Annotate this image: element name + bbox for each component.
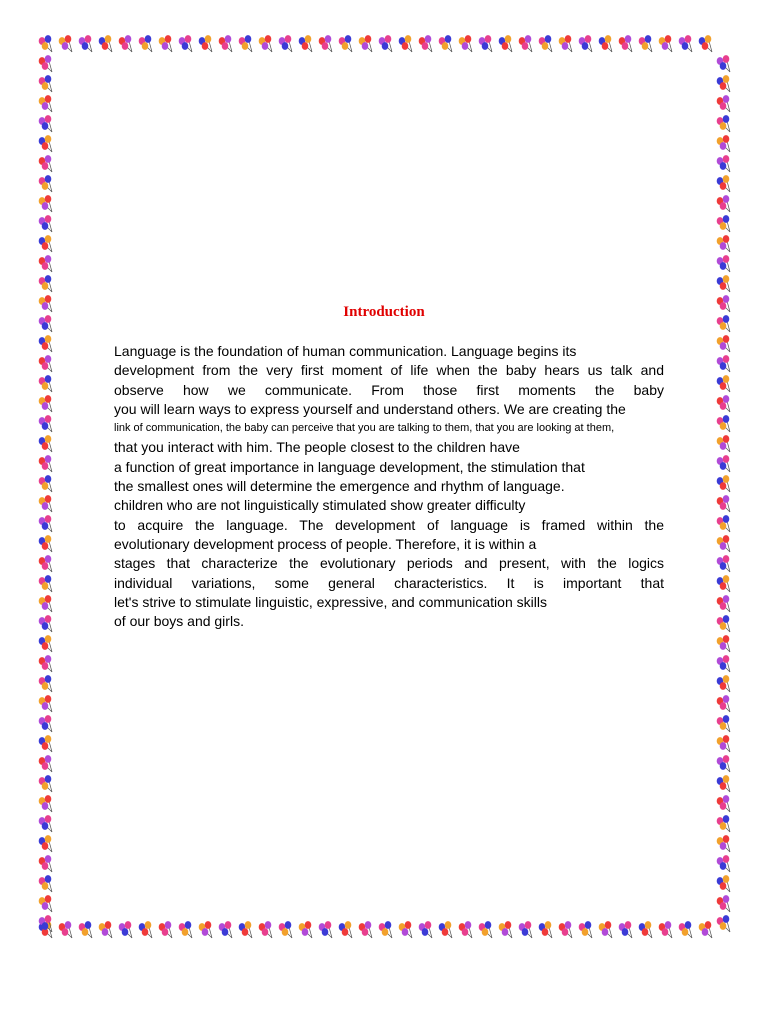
balloon-bunch-icon — [499, 35, 512, 52]
balloon-bunch-icon — [717, 795, 730, 812]
balloon-bunch-icon — [39, 255, 52, 272]
balloon-bunch-icon — [39, 195, 52, 212]
balloon-bunch-icon — [159, 35, 172, 52]
balloon-bunch-icon — [399, 35, 412, 52]
balloon-bunch-icon — [717, 715, 730, 732]
text-line-9: children who are not linguistically stimulated show greater difficulty — [114, 497, 526, 514]
balloon-bunch-icon — [479, 921, 492, 938]
balloon-bunch-icon — [459, 35, 472, 52]
balloon-bunch-icon — [39, 175, 52, 192]
balloon-bunch-icon — [39, 415, 52, 432]
balloon-bunch-icon — [39, 855, 52, 872]
balloon-bunch-icon — [717, 535, 730, 552]
text-line-10: to acquire the language. The development of language is framed within the — [114, 516, 664, 533]
balloon-bunch-icon — [39, 695, 52, 712]
balloon-bunch-icon — [419, 921, 432, 938]
balloon-bunch-icon — [717, 815, 730, 832]
balloon-bunch-icon — [717, 235, 730, 252]
balloon-bunch-icon — [159, 921, 172, 938]
balloon-bunch-icon — [717, 155, 730, 172]
balloon-bunch-icon — [339, 35, 352, 52]
balloon-bunch-icon — [539, 35, 552, 52]
balloon-bunch-icon — [717, 895, 730, 912]
balloon-bunch-icon — [39, 55, 52, 72]
balloon-bunch-icon — [699, 921, 712, 938]
balloon-bunch-icon — [219, 35, 232, 52]
balloon-bunch-icon — [99, 921, 112, 938]
balloon-bunch-icon — [39, 275, 52, 292]
balloon-bunch-icon — [139, 35, 152, 52]
balloon-bunch-icon — [479, 35, 492, 52]
balloon-bunch-icon — [559, 35, 572, 52]
balloon-bunch-icon — [619, 921, 632, 938]
balloon-bunch-icon — [717, 555, 730, 572]
balloon-bunch-icon — [199, 35, 212, 52]
balloon-bunch-icon — [379, 921, 392, 938]
balloon-bunch-icon — [39, 795, 52, 812]
balloon-bunch-icon — [299, 35, 312, 52]
balloon-bunch-icon — [539, 921, 552, 938]
balloon-bunch-icon — [717, 775, 730, 792]
text-line-14: let's strive to stimulate linguistic, expressive, and communication skills — [114, 593, 547, 610]
balloon-bunch-icon — [39, 335, 52, 352]
balloon-bunch-icon — [99, 35, 112, 52]
balloon-bunch-icon — [59, 35, 72, 52]
balloon-bunch-icon — [717, 575, 730, 592]
balloon-bunch-icon — [259, 35, 272, 52]
balloon-bunch-icon — [717, 75, 730, 92]
balloon-bunch-icon — [39, 35, 52, 52]
balloon-bunch-icon — [679, 921, 692, 938]
balloon-bunch-icon — [717, 455, 730, 472]
balloon-bunch-icon — [399, 921, 412, 938]
balloon-bunch-icon — [39, 515, 52, 532]
balloon-bunch-icon — [717, 435, 730, 452]
balloon-bunch-icon — [39, 435, 52, 452]
balloon-bunch-icon — [39, 115, 52, 132]
balloon-bunch-icon — [639, 921, 652, 938]
balloon-bunch-icon — [717, 335, 730, 352]
balloon-bunch-icon — [579, 35, 592, 52]
balloon-bunch-icon — [359, 35, 372, 52]
balloon-bunch-icon — [717, 755, 730, 772]
balloon-bunch-icon — [717, 275, 730, 292]
balloon-bunch-icon — [319, 921, 332, 938]
balloon-bunch-icon — [619, 35, 632, 52]
balloon-bunch-icon — [39, 875, 52, 892]
balloon-bunch-icon — [579, 921, 592, 938]
balloon-bunch-icon — [717, 595, 730, 612]
balloon-bunch-icon — [39, 575, 52, 592]
balloon-bunch-icon — [39, 455, 52, 472]
balloon-bunch-icon — [717, 255, 730, 272]
balloon-bunch-icon — [199, 921, 212, 938]
balloon-bunch-icon — [39, 815, 52, 832]
balloon-bunch-icon — [39, 755, 52, 772]
balloon-bunch-icon — [459, 921, 472, 938]
balloon-bunch-icon — [717, 655, 730, 672]
balloon-bunch-icon — [717, 855, 730, 872]
balloon-bunch-icon — [279, 921, 292, 938]
balloon-bunch-icon — [559, 921, 572, 938]
balloon-bunch-icon — [339, 921, 352, 938]
balloon-bunch-icon — [259, 921, 272, 938]
balloon-bunch-icon — [39, 395, 52, 412]
balloon-bunch-icon — [39, 715, 52, 732]
text-line-15: of our boys and girls. — [114, 613, 244, 630]
balloon-bunch-icon — [39, 495, 52, 512]
text-line-6: that you interact with him. The people closest to the children have — [114, 439, 520, 456]
balloon-bunch-icon — [39, 535, 52, 552]
balloon-bunch-icon — [39, 635, 52, 652]
balloon-bunch-icon — [39, 75, 52, 92]
balloon-bunch-icon — [239, 35, 252, 52]
balloon-bunch-icon — [717, 635, 730, 652]
balloon-bunch-icon — [717, 375, 730, 392]
balloon-bunch-icon — [39, 735, 52, 752]
balloon-bunch-icon — [439, 35, 452, 52]
balloon-bunch-icon — [79, 35, 92, 52]
introduction-paragraph — [114, 342, 664, 631]
balloon-bunch-icon — [699, 35, 712, 52]
text-line-7: a function of great importance in language development, the stimulation that — [114, 458, 585, 475]
balloon-bunch-icon — [39, 215, 52, 232]
balloon-bunch-icon — [39, 775, 52, 792]
balloon-bunch-icon — [39, 235, 52, 252]
balloon-bunch-icon — [717, 175, 730, 192]
balloon-bunch-icon — [599, 921, 612, 938]
text-line-2: development from the very first moment of life when the baby hears us talk and — [114, 362, 664, 379]
balloon-bunch-icon — [39, 375, 52, 392]
text-line-5: link of communication, the baby can perceive that you are talking to them, that you are looking at them, — [114, 422, 615, 435]
balloon-bunch-icon — [519, 921, 532, 938]
balloon-bunch-icon — [119, 921, 132, 938]
balloon-bunch-icon — [379, 35, 392, 52]
balloon-bunch-icon — [717, 915, 730, 932]
balloon-bunch-icon — [419, 35, 432, 52]
balloon-bunch-icon — [179, 921, 192, 938]
balloon-bunch-icon — [717, 615, 730, 632]
balloon-bunch-icon — [717, 195, 730, 212]
page-title: Introduction — [343, 304, 425, 320]
balloon-bunch-icon — [717, 55, 730, 72]
balloon-bunch-icon — [39, 155, 52, 172]
balloon-bunch-icon — [717, 395, 730, 412]
balloon-bunch-icon — [239, 921, 252, 938]
balloon-bunch-icon — [39, 475, 52, 492]
balloon-bunch-icon — [717, 355, 730, 372]
text-line-12: stages that characterize the evolutionary periods and present, with the logics — [114, 555, 664, 572]
balloon-bunch-icon — [717, 475, 730, 492]
balloon-bunch-icon — [717, 835, 730, 852]
balloon-bunch-icon — [39, 95, 52, 112]
balloon-bunch-icon — [119, 35, 132, 52]
balloon-bunch-icon — [659, 35, 672, 52]
balloon-bunch-icon — [279, 35, 292, 52]
balloon-bunch-icon — [717, 695, 730, 712]
text-line-11: evolutionary development process of people. Therefore, it is within a — [114, 535, 537, 552]
balloon-bunch-icon — [39, 921, 52, 938]
balloon-bunch-icon — [39, 915, 52, 932]
balloon-bunch-icon — [319, 35, 332, 52]
balloon-bunch-icon — [717, 215, 730, 232]
text-line-1: Language is the foundation of human communication. Language begins its — [114, 343, 577, 359]
balloon-bunch-icon — [659, 921, 672, 938]
balloon-bunch-icon — [359, 921, 372, 938]
balloon-bunch-icon — [39, 595, 52, 612]
balloon-bunch-icon — [299, 921, 312, 938]
balloon-bunch-icon — [39, 355, 52, 372]
balloon-bunch-icon — [717, 495, 730, 512]
balloon-bunch-icon — [717, 515, 730, 532]
balloon-bunch-icon — [39, 835, 52, 852]
balloon-bunch-icon — [79, 921, 92, 938]
balloon-bunch-icon — [717, 95, 730, 112]
balloon-bunch-icon — [139, 921, 152, 938]
balloon-bunch-icon — [39, 555, 52, 572]
balloon-bunch-icon — [219, 921, 232, 938]
balloon-bunch-icon — [179, 35, 192, 52]
balloon-bunch-icon — [39, 135, 52, 152]
text-line-13: individual variations, some general characteristics. It is important that — [114, 574, 664, 591]
balloon-bunch-icon — [39, 675, 52, 692]
balloon-bunch-icon — [499, 921, 512, 938]
balloon-bunch-icon — [717, 415, 730, 432]
text-line-4: you will learn ways to express yourself and understand others. We are creating the — [114, 400, 626, 417]
balloon-bunch-icon — [439, 921, 452, 938]
balloon-bunch-icon — [39, 895, 52, 912]
balloon-bunch-icon — [59, 921, 72, 938]
balloon-bunch-icon — [39, 615, 52, 632]
balloon-bunch-icon — [717, 875, 730, 892]
balloon-bunch-icon — [39, 655, 52, 672]
text-line-8: the smallest ones will determine the emergence and rhythm of language. — [114, 478, 565, 495]
balloon-bunch-icon — [679, 35, 692, 52]
balloon-bunch-icon — [639, 35, 652, 52]
text-line-3: observe how we communicate. From those first moments the baby — [114, 381, 664, 398]
balloon-bunch-icon — [717, 675, 730, 692]
balloon-bunch-icon — [717, 735, 730, 752]
balloon-bunch-icon — [599, 35, 612, 52]
balloon-bunch-icon — [717, 115, 730, 132]
balloon-bunch-icon — [717, 135, 730, 152]
balloon-bunch-icon — [519, 35, 532, 52]
